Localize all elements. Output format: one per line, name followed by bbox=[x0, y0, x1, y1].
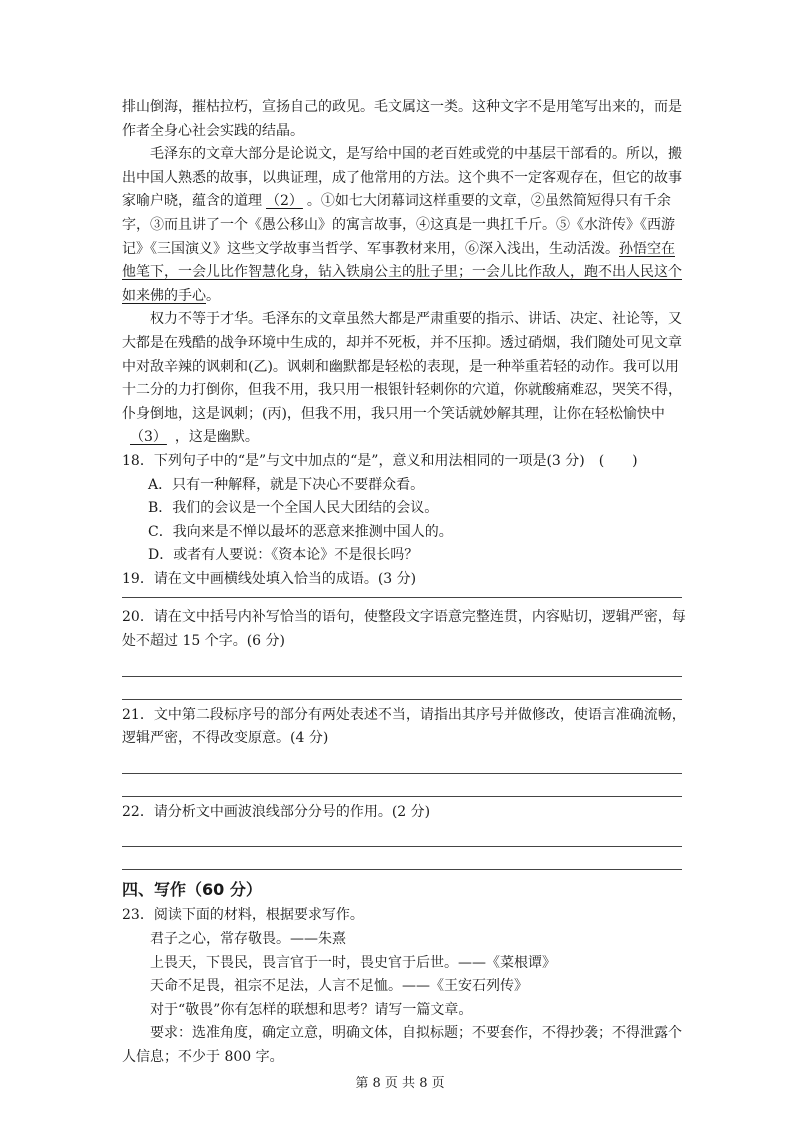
answer-line[interactable] bbox=[122, 774, 682, 797]
passage-line: 排山倒海，摧枯拉朽，宣扬自己的政见。毛文属这一类。这种文字不是用笔写出来的，而是 bbox=[122, 99, 682, 115]
fill-blank-3: （3） bbox=[130, 429, 167, 446]
answer-area-21 bbox=[122, 751, 682, 797]
section-heading: 四、写作（60 分） bbox=[122, 880, 262, 900]
choice-b: B．我们的会议是一个全国人民大团结的会议。 bbox=[148, 500, 439, 517]
passage-text: ，这是幽默。 bbox=[174, 429, 259, 446]
passage-line: 权力不等于才华。毛泽东的文章虽然大都是严肃重要的指示、讲话、决定、社论等，又 bbox=[150, 311, 682, 328]
page-content bbox=[122, 96, 686, 1070]
passage-text: 。 bbox=[206, 287, 220, 304]
question-20-stem: 20．请在文中括号内补写恰当的语句，使整段文字语意完整连贯，内容贴切，逻辑严密，每 bbox=[122, 609, 686, 626]
question-21-stem: 21．文中第二段标序号的部分有两处表述不当，请指出其序号并做修改，使语言准确流畅， bbox=[122, 706, 686, 723]
answer-line[interactable] bbox=[122, 824, 682, 847]
underlined-text: 如来佛的手心 bbox=[122, 287, 206, 304]
passage-line: 十二分的力打倒你，但我不用，我只用一根银针轻刺你的穴道，你就酸痛难忍，哭笑不得， bbox=[122, 382, 682, 399]
answer-line[interactable] bbox=[122, 847, 682, 870]
passage-line bbox=[122, 238, 682, 262]
fill-blank-2: （2） bbox=[266, 193, 303, 210]
quote-line: 天命不足畏，祖宗不足法，人言不足恤。——《王安石列传》 bbox=[150, 978, 528, 995]
passage-line: 作者全身心社会实践的结晶。 bbox=[122, 122, 304, 139]
answer-area-20 bbox=[122, 654, 682, 700]
passage-line: 出中国人熟悉的故事，以典证理，成了他常用的方法。这个典不一定客观存在，但它的故事 bbox=[122, 169, 682, 186]
answer-area-19 bbox=[122, 591, 682, 598]
passage-line: 大都是在残酷的战争环境中生成的，却并不死板，并不压抑。透过硝烟，我们随处可见文章 bbox=[122, 334, 682, 351]
passage-text: 家喻户晓，蕴含的道理 bbox=[122, 193, 262, 210]
quote-line: 上畏天，下畏民，畏言官于一时，畏史官于后世。——《菜根谭》 bbox=[150, 954, 556, 971]
page-footer bbox=[0, 1072, 800, 1091]
passage-line bbox=[122, 285, 682, 309]
passage-line: 中对敌辛辣的讽刺和(乙)。讽刺和幽默都是轻松的表现，是一种举重若轻的动作。我可以用 bbox=[122, 358, 679, 375]
question-21-stem: 逻辑严密，不得改变原意。(4 分) bbox=[122, 730, 329, 747]
answer-line[interactable] bbox=[122, 677, 682, 700]
question-19-stem: 19．请在文中画横线处填入恰当的成语。(3 分) bbox=[122, 570, 417, 587]
quote-line: 君子之心，常存敬畏。——朱熹 bbox=[150, 931, 346, 948]
question-22-stem: 22．请分析文中画波浪线部分分号的作用。(2 分) bbox=[122, 803, 431, 820]
passage-line: 毛泽东的文章大部分是论说文，是写给中国的老百姓或党的中基层干部看的。所以，搬 bbox=[150, 146, 682, 163]
answer-area-22 bbox=[122, 824, 682, 870]
underlined-text: 孙悟空在 bbox=[619, 240, 675, 257]
passage-line bbox=[122, 426, 682, 450]
answer-line[interactable] bbox=[122, 654, 682, 677]
answer-line[interactable] bbox=[122, 591, 682, 598]
passage-line: 仆身倒地，这是讽刺；(丙)，但我不用，我只用一个笑话就妙解其理，让你在轻松愉快中 bbox=[122, 405, 665, 422]
passage-line bbox=[122, 190, 682, 214]
question-18-stem: 18．下列句子中的“是”与文中加点的“是”，意义和用法相同的一项是(3 分) ( ) bbox=[122, 452, 638, 469]
passage-text: 记》《三国演义》这些文学故事当哲学、军事教材来用，⑥深入浅出，生动活泼。 bbox=[122, 240, 619, 257]
underlined-text: 他笔下，一会儿比作智慧化身，钻入铁扇公主的肚子里；一会儿比作敌人，跑不出人民这个 bbox=[122, 264, 682, 281]
choice-c: C．我向来是不惮以最坏的恶意来推测中国人的。 bbox=[148, 523, 453, 540]
passage-line bbox=[122, 261, 682, 285]
writing-prompt: 对于“敬畏”你有怎样的联想和思考？请写一篇文章。 bbox=[150, 1001, 473, 1018]
writing-requirements: 要求：选准角度，确定立意，明确文体，自拟标题；不要套作，不得抄袭；不得泄露个 bbox=[150, 1025, 682, 1042]
passage-line: 字，③而且讲了一个《愚公移山》的寓言故事，④这真是一典扛千斤。⑤《水浒传》《西游 bbox=[122, 216, 675, 233]
question-20-stem: 处不超过 15 个字。(6 分) bbox=[122, 633, 285, 650]
writing-requirements: 人信息；不少于 800 字。 bbox=[122, 1049, 284, 1065]
passage-text: 。①如七大闭幕词这样重要的文章，②虽然简短得只有千余 bbox=[306, 193, 671, 210]
page-number: 第 8 页 共 8 页 bbox=[355, 1076, 445, 1091]
question-23-stem: 23．阅读下面的材料，根据要求写作。 bbox=[122, 907, 364, 924]
choice-d: D．或者有人要说：《资本论》不是很长吗？ bbox=[148, 547, 419, 564]
choice-a: A．只有一种解释，就是下决心不要群众看。 bbox=[148, 476, 425, 493]
answer-line[interactable] bbox=[122, 751, 682, 774]
